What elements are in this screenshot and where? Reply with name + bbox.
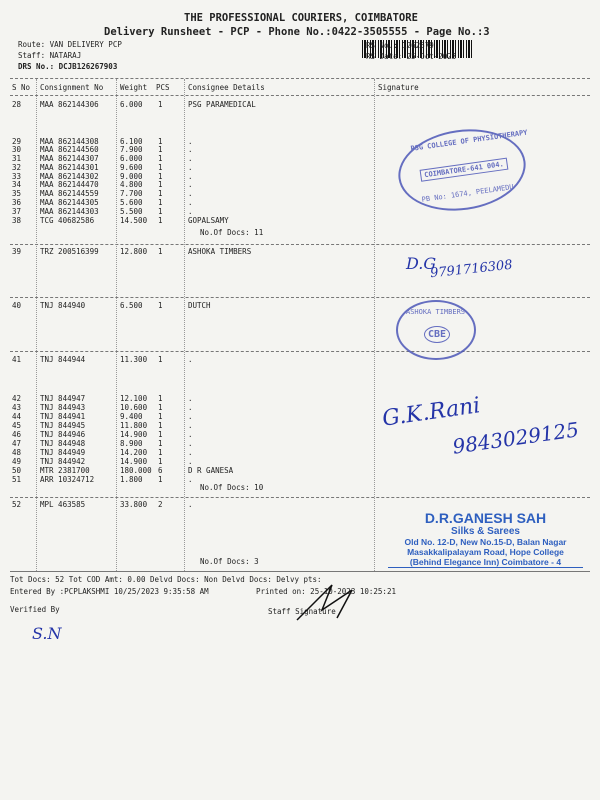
- row-42-sno: 42: [12, 394, 22, 403]
- row-50-pcs: 6: [158, 466, 163, 475]
- rs-date: RS Date: 25-Oct-2023: [366, 52, 457, 61]
- row-30-pcs: 1: [158, 145, 163, 154]
- row-47-sno: 47: [12, 439, 22, 448]
- runsheet-title: Delivery Runsheet - PCP - Phone No.:0422-3505555 - Page No.:3: [104, 26, 490, 38]
- row-28-pcs: 1: [158, 100, 163, 109]
- divider: [10, 497, 590, 498]
- row-50-sno: 50: [12, 466, 22, 475]
- row-36-pcs: 1: [158, 198, 163, 207]
- row-34-dets: .: [188, 180, 193, 189]
- row-47-wt: 8.900: [120, 439, 143, 448]
- row-45-wt: 11.800: [120, 421, 148, 430]
- row-48-pcs: 1: [158, 448, 163, 457]
- row-51-cons: ARR 10324712: [40, 475, 95, 484]
- verified-by-label: Verified By: [10, 605, 60, 614]
- row-38-dets: GOPALSAMY: [188, 216, 229, 225]
- row-36-sno: 36: [12, 198, 22, 207]
- row-29-cons: MAA 862144308: [40, 137, 99, 146]
- col-pcs: PCS: [156, 83, 170, 92]
- row-46-pcs: 1: [158, 430, 163, 439]
- row-30-wt: 7.900: [120, 145, 143, 154]
- row-45-sno: 45: [12, 421, 22, 430]
- doc-count-tnj: No.Of Docs: 10: [200, 483, 264, 492]
- handwritten-phone-40: 9843029125: [450, 417, 581, 459]
- row-28-cons: MAA 862144306: [40, 100, 99, 109]
- row-29-dets: .: [188, 137, 193, 146]
- row-32-sno: 32: [12, 163, 22, 172]
- row-49-wt: 14.900: [120, 457, 148, 466]
- ganesh-stamp-line4: (Behind Elegance Inn) Coimbatore - 4: [388, 557, 583, 568]
- row-38-cons: TCG 40682586: [40, 216, 95, 225]
- row-29-wt: 6.100: [120, 137, 143, 146]
- row-45-dets: .: [188, 421, 193, 430]
- row-40-wt: 6.500: [120, 301, 143, 310]
- row-44-wt: 9.400: [120, 412, 143, 421]
- row-33-cons: MAA 862144302: [40, 172, 99, 181]
- divider: [10, 297, 590, 298]
- row-28-dets: PSG PARAMEDICAL: [188, 100, 256, 109]
- row-46-cons: TNJ 844946: [40, 430, 86, 439]
- row-33-wt: 9.000: [120, 172, 143, 181]
- row-31-dets: .: [188, 154, 193, 163]
- row-39-wt: 12.800: [120, 247, 148, 256]
- row-44-pcs: 1: [158, 412, 163, 421]
- row-37-wt: 5.500: [120, 207, 143, 216]
- row-51-dets: .: [188, 475, 193, 484]
- row-44-cons: TNJ 844941: [40, 412, 86, 421]
- row-39-cons: TRZ 200516399: [40, 247, 99, 256]
- row-29-sno: 29: [12, 137, 22, 146]
- psg-stamp-top: PSG COLLEGE OF PHYSIOTHERAPY: [410, 128, 528, 153]
- row-40-dets: DUTCH: [188, 301, 211, 310]
- row-35-wt: 7.700: [120, 189, 143, 198]
- row-34-wt: 4.800: [120, 180, 143, 189]
- row-33-pcs: 1: [158, 172, 163, 181]
- row-31-wt: 6.000: [120, 154, 143, 163]
- row-46-wt: 14.900: [120, 430, 148, 439]
- row-50-dets: D R GANESA: [188, 466, 234, 475]
- psg-stamp-bottom: PB No: 1674, PEELAMEDU: [421, 183, 515, 204]
- row-46-sno: 46: [12, 430, 22, 439]
- row-39-dets: ASHOKA TIMBERS: [188, 247, 252, 256]
- rs-number: RS No.: 1262679: [366, 41, 434, 50]
- ganesh-stamp-name: D.R.GANESH SAH: [424, 510, 547, 526]
- row-40-cons: TNJ 844940: [40, 301, 86, 310]
- row-36-cons: MAA 862144305: [40, 198, 99, 207]
- row-37-sno: 37: [12, 207, 22, 216]
- row-31-sno: 31: [12, 154, 22, 163]
- row-50-cons: MTR 2381700: [40, 466, 90, 475]
- row-44-dets: .: [188, 412, 193, 421]
- ganesh-stamp-line3: Masakkalipalayam Road, Hope College: [407, 547, 564, 557]
- row-49-sno: 49: [12, 457, 22, 466]
- staff-signature-label: Staff Signature: [268, 607, 336, 616]
- row-29-pcs: 1: [158, 137, 163, 146]
- row-49-dets: .: [188, 457, 193, 466]
- row-52-wt: 33.800: [120, 500, 148, 509]
- row-43-cons: TNJ 844943: [40, 403, 86, 412]
- handwritten-phone-38: 9791716308: [429, 257, 514, 282]
- ganesh-stamp: [388, 510, 583, 568]
- row-41-cons: TNJ 844944: [40, 355, 86, 364]
- totals-line: Tot Docs: 52 Tot COD Amt: 0.00 Delvd Docs: Non Delvd Docs: Delvy pts:: [10, 575, 322, 584]
- psg-stamp-city: COIMBATORE-641 004.: [420, 158, 509, 182]
- row-30-cons: MAA 862144560: [40, 145, 99, 154]
- row-40-sno: 40: [12, 301, 22, 310]
- row-52-cons: MPL 463585: [40, 500, 86, 509]
- col-weight: Weight: [120, 83, 148, 92]
- row-28-sno: 28: [12, 100, 22, 109]
- printed-on: Printed on: 25-10-2023 10:25:21: [256, 587, 396, 596]
- company-name: THE PROFESSIONAL COURIERS, COIMBATORE: [184, 12, 418, 24]
- row-35-pcs: 1: [158, 189, 163, 198]
- row-38-wt: 14.500: [120, 216, 148, 225]
- row-42-wt: 12.100: [120, 394, 148, 403]
- row-42-cons: TNJ 844947: [40, 394, 86, 403]
- verifier-signature: S.N: [32, 624, 62, 643]
- row-46-dets: .: [188, 430, 193, 439]
- row-37-dets: .: [188, 207, 193, 216]
- row-43-dets: .: [188, 403, 193, 412]
- row-36-wt: 5.600: [120, 198, 143, 207]
- row-48-wt: 14.200: [120, 448, 148, 457]
- row-42-dets: .: [188, 394, 193, 403]
- row-48-cons: TNJ 844949: [40, 448, 86, 457]
- row-34-cons: MAA 862144470: [40, 180, 99, 189]
- row-32-pcs: 1: [158, 163, 163, 172]
- row-41-pcs: 1: [158, 355, 163, 364]
- ashoka-stamp: [396, 300, 476, 360]
- row-50-wt: 180.000: [120, 466, 152, 475]
- divider: [10, 78, 590, 79]
- ganesh-stamp-line2: Old No. 12-D, New No.15-D, Balan Nagar: [404, 537, 567, 547]
- col-consignee: Consignee Details: [188, 83, 265, 92]
- row-47-pcs: 1: [158, 439, 163, 448]
- doc-count-last: No.Of Docs: 3: [200, 557, 259, 566]
- row-45-cons: TNJ 844945: [40, 421, 86, 430]
- row-37-cons: MAA 862144303: [40, 207, 99, 216]
- doc-count-maa: No.Of Docs: 11: [200, 228, 264, 237]
- row-38-pcs: 1: [158, 216, 163, 225]
- ashoka-stamp-center: CBE: [424, 326, 450, 343]
- row-44-sno: 44: [12, 412, 22, 421]
- row-52-sno: 52: [12, 500, 22, 509]
- row-51-pcs: 1: [158, 475, 163, 484]
- col-sno: S No: [12, 83, 31, 92]
- drs-number: DRS No.: DCJB126267903: [18, 62, 118, 71]
- row-45-pcs: 1: [158, 421, 163, 430]
- ganesh-stamp-line1: Silks & Sarees: [451, 526, 520, 537]
- row-28-wt: 6.000: [120, 100, 143, 109]
- row-32-dets: .: [188, 163, 193, 172]
- col-consignment: Consignment No: [40, 83, 104, 92]
- row-49-pcs: 1: [158, 457, 163, 466]
- row-43-wt: 10.600: [120, 403, 148, 412]
- row-41-sno: 41: [12, 355, 22, 364]
- row-42-pcs: 1: [158, 394, 163, 403]
- row-35-sno: 35: [12, 189, 22, 198]
- row-34-pcs: 1: [158, 180, 163, 189]
- staff-signature-scribble: [292, 580, 362, 625]
- row-30-sno: 30: [12, 145, 22, 154]
- row-35-cons: MAA 862144559: [40, 189, 99, 198]
- row-31-cons: MAA 862144307: [40, 154, 99, 163]
- row-35-dets: .: [188, 189, 193, 198]
- entered-by: Entered By :PCPLAKSHMI 10/25/2023 9:35:58 AM: [10, 587, 209, 596]
- row-31-pcs: 1: [158, 154, 163, 163]
- row-48-dets: .: [188, 448, 193, 457]
- divider: [10, 571, 590, 572]
- row-39-pcs: 1: [158, 247, 163, 256]
- row-43-pcs: 1: [158, 403, 163, 412]
- route-label: Route: VAN DELIVERY PCP: [18, 40, 122, 49]
- row-47-dets: .: [188, 439, 193, 448]
- row-30-dets: .: [188, 145, 193, 154]
- divider: [10, 95, 590, 96]
- row-39-sno: 39: [12, 247, 22, 256]
- row-51-sno: 51: [12, 475, 22, 484]
- row-32-wt: 9.600: [120, 163, 143, 172]
- row-38-sno: 38: [12, 216, 22, 225]
- row-41-dets: .: [188, 355, 193, 364]
- row-52-pcs: 2: [158, 500, 163, 509]
- row-34-sno: 34: [12, 180, 22, 189]
- row-43-sno: 43: [12, 403, 22, 412]
- row-37-pcs: 1: [158, 207, 163, 216]
- row-49-cons: TNJ 844942: [40, 457, 86, 466]
- row-32-cons: MAA 862144301: [40, 163, 99, 172]
- staff-label: Staff: NATARAJ: [18, 51, 82, 60]
- row-47-cons: TNJ 844948: [40, 439, 86, 448]
- col-signature: Signature: [378, 83, 419, 92]
- row-41-wt: 11.300: [120, 355, 148, 364]
- divider: [10, 351, 590, 352]
- handwritten-signature-38: D.G: [406, 254, 437, 273]
- row-33-sno: 33: [12, 172, 22, 181]
- ashoka-stamp-top: ASHOKA TIMBERS: [406, 308, 466, 316]
- row-33-dets: .: [188, 172, 193, 181]
- row-40-pcs: 1: [158, 301, 163, 310]
- row-51-wt: 1.800: [120, 475, 143, 484]
- row-52-dets: .: [188, 500, 193, 509]
- divider: [10, 244, 590, 245]
- row-48-sno: 48: [12, 448, 22, 457]
- psg-stamp: [393, 121, 531, 218]
- handwritten-name-40: G.K.Rani: [380, 393, 482, 432]
- row-36-dets: .: [188, 198, 193, 207]
